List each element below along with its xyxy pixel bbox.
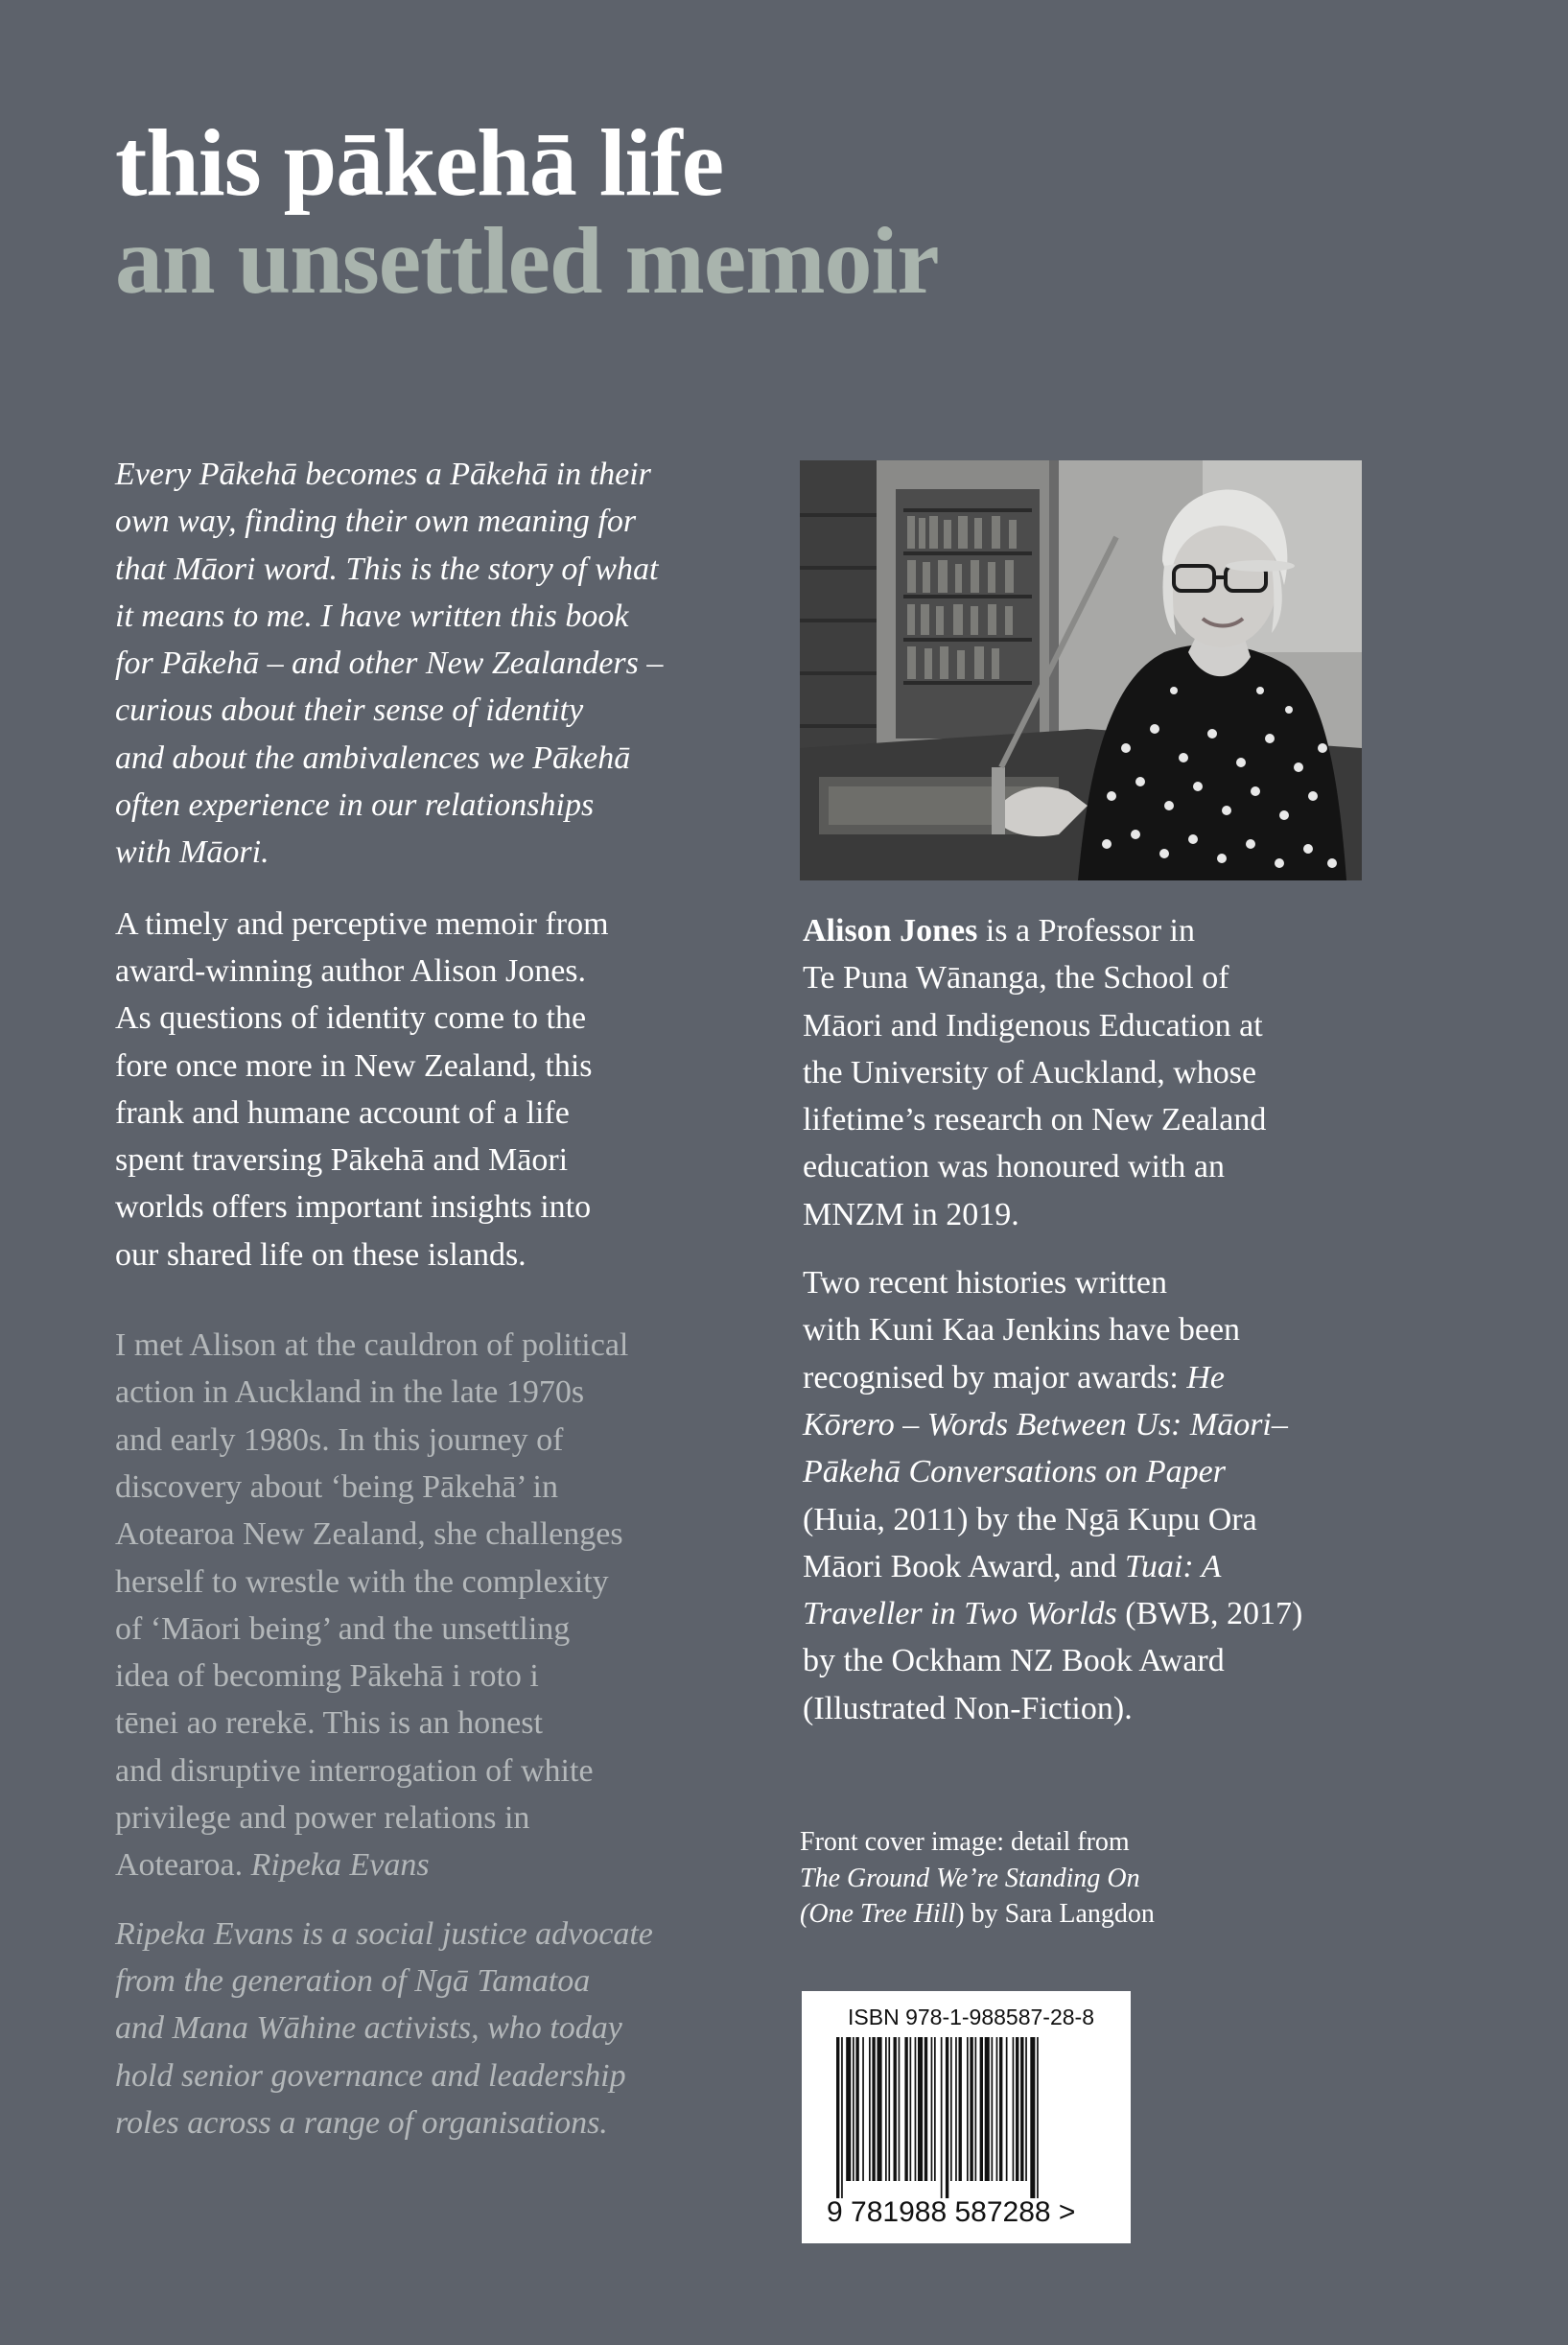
credit-line: Front cover image: detail from: [800, 1827, 1130, 1857]
artwork-title-end: (One Tree Hill: [800, 1899, 956, 1929]
isbn-digits: 9 781988 587288 >: [827, 2196, 1076, 2228]
book-subtitle: an unsettled memoir: [115, 207, 939, 314]
author-bio-line: the University of Auckland, whose: [803, 1054, 1257, 1090]
author-statement-line: with Māori.: [115, 834, 269, 871]
right-column: [803, 907, 1378, 1732]
artwork-title: The Ground We’re Standing On: [800, 1863, 1140, 1893]
endorsement-quote: [115, 1322, 748, 1889]
left-column: [115, 451, 748, 2146]
author-statement: [115, 451, 748, 877]
author-statement-line: for Pākehā – and other New Zealanders –: [115, 645, 664, 682]
publisher-blurb-line: worlds offers important insights into: [115, 1189, 592, 1226]
histories-line: with Kuni Kaa Jenkins have been: [803, 1312, 1241, 1348]
quote-line: I met Alison at the cauldron of political: [115, 1327, 629, 1364]
author-photo: [800, 460, 1362, 880]
author-bio-first-line: [803, 907, 1378, 954]
publisher-blurb-line: A timely and perceptive memoir from: [115, 905, 609, 942]
quote-line: of ‘Māori being’ and the unsettling: [115, 1610, 571, 1647]
author-bio-line: is a Professor in: [977, 913, 1195, 949]
author-bio-line: Te Puna Wānanga, the School of: [803, 960, 1229, 997]
credit-line: [800, 1861, 1337, 1897]
quote-line: idea of becoming Pākehā i roto i: [115, 1658, 539, 1695]
author-statement-line: curious about their sense of identity: [115, 692, 584, 729]
credit-line: [800, 1896, 1337, 1933]
endorser-bio-line: and Mana Wāhine activists, who today: [115, 2010, 622, 2047]
quote-line: tēnei ao rerekē. This is an honest: [115, 1705, 543, 1742]
author-statement-line: it means to me. I have written this book: [115, 598, 629, 634]
endorser-bio-line: Ripeka Evans is a social justice advocate: [115, 1915, 653, 1952]
publisher-blurb-line: our shared life on these islands.: [115, 1236, 527, 1273]
quote-line: and early 1980s. In this journey of: [115, 1421, 564, 1458]
histories-line: [803, 1543, 1378, 1590]
author-statement-line: and about the ambivalences we Pākehā: [115, 739, 631, 776]
quote-line: and disruptive interrogation of white: [115, 1752, 594, 1789]
isbn-label: ISBN 978-1-988587-28-8: [848, 2005, 1094, 2029]
histories-line: [803, 1354, 1378, 1401]
histories-text: Māori Book Award, and: [803, 1548, 1125, 1584]
histories-text: recognised by major awards:: [803, 1359, 1187, 1395]
quote-line: action in Auckland in the late 1970s: [115, 1374, 585, 1411]
publisher-blurb-line: fore once more in New Zealand, this: [115, 1047, 593, 1084]
publisher-blurb-line: award-winning author Alison Jones.: [115, 952, 587, 989]
histories-line: (Illustrated Non-Fiction).: [803, 1690, 1133, 1726]
publisher-blurb-line: As questions of identity come to the: [115, 1000, 587, 1037]
histories-paragraph: [803, 1259, 1378, 1732]
author-bio-line: lifetime’s research on New Zealand: [803, 1102, 1267, 1138]
endorser-bio: [115, 1911, 748, 2146]
quote-attribution: Ripeka Evans: [250, 1847, 430, 1884]
histories-line: [803, 1590, 1378, 1637]
publisher-blurb-line: spent traversing Pākehā and Māori: [115, 1142, 569, 1179]
artist-credit: ) by Sara Langdon: [955, 1899, 1155, 1929]
author-photo-illustration: [800, 460, 1362, 880]
quote-line: Aotearoa New Zealand, she challenges: [115, 1516, 623, 1553]
author-name: Alison Jones: [803, 913, 978, 949]
author-statement-line: own way, finding their own meaning for: [115, 504, 637, 540]
histories-line: [803, 1401, 1378, 1448]
histories-line: [803, 1448, 1378, 1495]
endorser-bio-line: from the generation of Ngā Tamatoa: [115, 1962, 591, 1999]
quote-line: discovery about ‘being Pākehā’ in: [115, 1468, 559, 1505]
quote-last-line: [115, 1841, 748, 1888]
book-title-he-korero-end: Pākehā Conversations on Paper: [803, 1454, 1226, 1490]
author-bio-line: MNZM in 2019.: [803, 1196, 1019, 1232]
quote-line-end: Aotearoa.: [115, 1847, 244, 1884]
endorser-bio-line: roles across a range of organisations.: [115, 2104, 608, 2141]
histories-line: by the Ockham NZ Book Award: [803, 1643, 1225, 1679]
book-title: this pākehā life: [115, 109, 724, 216]
histories-line: Two recent histories written: [803, 1265, 1168, 1301]
book-title-he-korero-cont: Kōrero – Words Between Us: Māori–: [803, 1406, 1288, 1442]
author-bio-line: education was honoured with an: [803, 1149, 1225, 1185]
quote-line: herself to wrestle with the complexity: [115, 1563, 609, 1600]
book-title-he-korero: He: [1186, 1359, 1225, 1395]
author-bio: [803, 907, 1378, 1238]
isbn-barcode: [802, 1991, 1131, 2243]
author-statement-line: often experience in our relationships: [115, 787, 595, 824]
cover-image-credit: [800, 1824, 1337, 1933]
publisher-blurb-line: frank and humane account of a life: [115, 1094, 570, 1131]
publisher-blurb: [115, 901, 748, 1278]
book-title-tuai: Tuai: A: [1124, 1548, 1222, 1584]
barcode-icon: [836, 2037, 1095, 2198]
histories-line: (Huia, 2011) by the Ngā Kupu Ora: [803, 1501, 1257, 1537]
book-title-tuai-cont: Traveller in Two Worlds: [803, 1596, 1117, 1632]
author-statement-line: that Māori word. This is the story of what: [115, 551, 659, 587]
author-statement-line: Every Pākehā becomes a Pākehā in their: [115, 457, 651, 492]
author-bio-line: Māori and Indigenous Education at: [803, 1007, 1263, 1044]
quote-line: privilege and power relations in: [115, 1800, 530, 1837]
endorser-bio-line: hold senior governance and leadership: [115, 2057, 626, 2094]
histories-text: (BWB, 2017): [1116, 1596, 1303, 1632]
